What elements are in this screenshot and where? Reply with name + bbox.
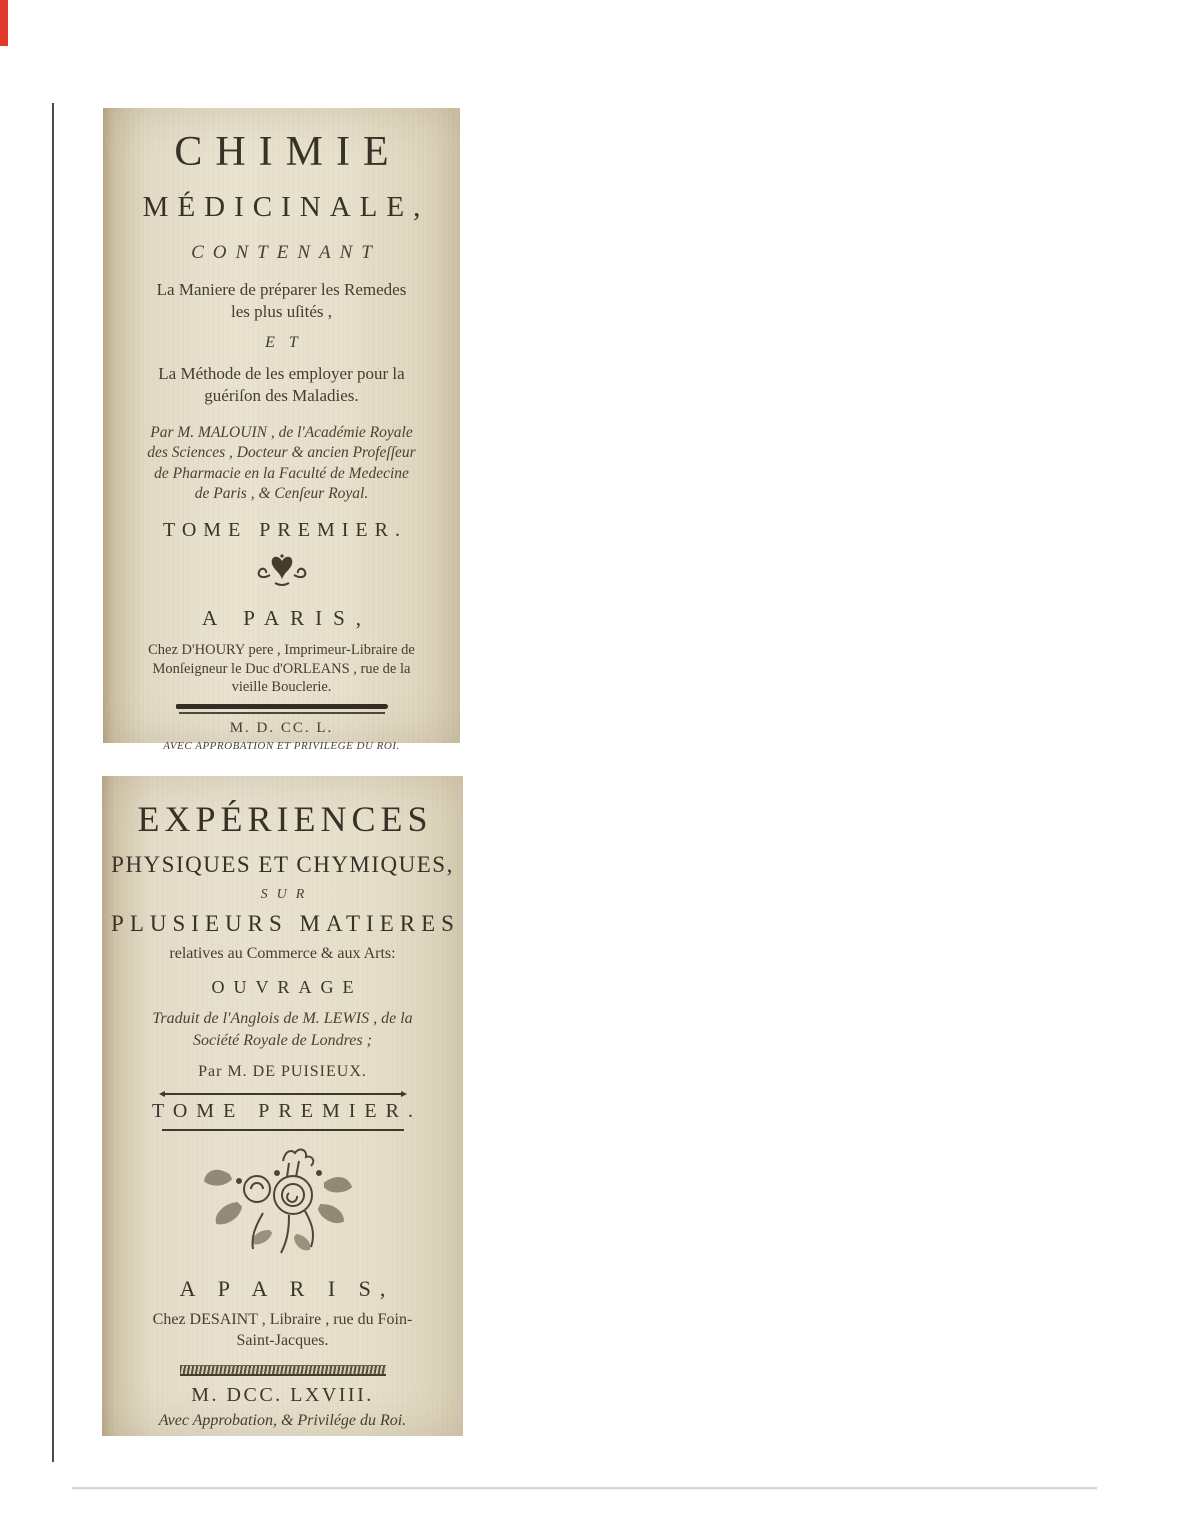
- book2-tome-premier: TOME PREMIER.: [152, 1100, 422, 1123]
- book2-translation-line2: Société Royale de Londres ;: [193, 1031, 372, 1049]
- book1-city: A PARIS,: [201, 605, 373, 630]
- book1-tome-premier: TOME PREMIER.: [163, 518, 407, 541]
- book2-imprint-line2: Saint-Jacques.: [236, 1331, 329, 1349]
- book2-subtitle: relatives au Commerce & aux Arts:: [169, 945, 396, 962]
- book2-tome-rule-top: [162, 1093, 404, 1095]
- book2-privilege-line: Avec Approbation, & Privilége du Roi.: [158, 1411, 407, 1429]
- left-vertical-rule: [52, 103, 54, 1462]
- book2-ouvrage: OUVRAGE: [211, 977, 363, 997]
- book1-imprint-line1: Chez D'HOURY pere , Imprimeur-Libraire de: [148, 641, 415, 658]
- book1-method-line1: La Méthode de les employer pour la: [158, 364, 405, 384]
- book1-author-line1: Par M. MALOUIN , de l'Académie Royale: [150, 423, 413, 441]
- book1-author-line4: de Paris , & Cenſeur Royal.: [194, 485, 369, 503]
- book2-braided-rule: [180, 1365, 386, 1376]
- book2-title-line1: EXPÉRIENCES: [137, 799, 433, 839]
- book1-author-line2: des Sciences , Docteur & ancien Profeſſeur: [147, 444, 416, 462]
- book1-imprint-line2: Monſeigneur le Duc d'ORLEANS , rue de la: [152, 660, 411, 677]
- book1-subtitle-line1: La Maniere de préparer les Remedes: [156, 280, 407, 299]
- book2-imprint-line1: Chez DESAINT , Libraire , rue du Foin-: [152, 1311, 413, 1329]
- floral-heart-fleuron-icon: [103, 552, 460, 593]
- red-corner-accent: [0, 0, 8, 46]
- bottom-horizontal-rule: [72, 1487, 1097, 1489]
- book1-et: E T: [265, 334, 303, 352]
- book1-method-line2: guériſon des Maladies.: [204, 386, 359, 406]
- book2-translation-line1: Traduit de l'Anglois de M. LEWIS , de la: [152, 1010, 413, 1027]
- book2-date-roman: M. DCC. LXVIII.: [191, 1383, 374, 1406]
- book2-translator: Par M. DE PUISIEUX.: [198, 1063, 367, 1081]
- book1-title-line1: CHIMIE: [174, 129, 402, 175]
- rose-bouquet-engraving-icon: [102, 1143, 463, 1264]
- book1-contenant: CONTENANT: [191, 242, 381, 263]
- book1-title-line2: MÉDICINALE,: [142, 191, 430, 223]
- book2-title-line2: PHYSIQUES ET CHYMIQUES,: [111, 852, 454, 877]
- book2-tome-block: [102, 1093, 463, 1131]
- book1-author-line3: de Pharmacie en la Faculté de Medecine: [154, 464, 409, 482]
- book1-date-roman: M. D. CC. L.: [229, 720, 334, 737]
- book1-double-rule: [103, 704, 460, 714]
- book-photo-experiences-physiques[interactable]: [102, 776, 463, 1436]
- book2-city: A P A R I S,: [179, 1276, 395, 1302]
- book-photo-chimie-medicinale[interactable]: [103, 108, 460, 753]
- book1-imprint-line3: vieille Bouclerie.: [231, 679, 332, 696]
- book2-title-line3: PLUSIEURS MATIERES: [111, 911, 460, 936]
- book1-privilege-line: AVEC APPROBATION ET PRIVILEGE DU ROI.: [163, 740, 400, 753]
- book2-sur: SUR: [260, 887, 314, 902]
- book1-subtitle-line2: les plus uſités ,: [230, 301, 333, 321]
- book2-tome-rule-bottom: [162, 1129, 404, 1131]
